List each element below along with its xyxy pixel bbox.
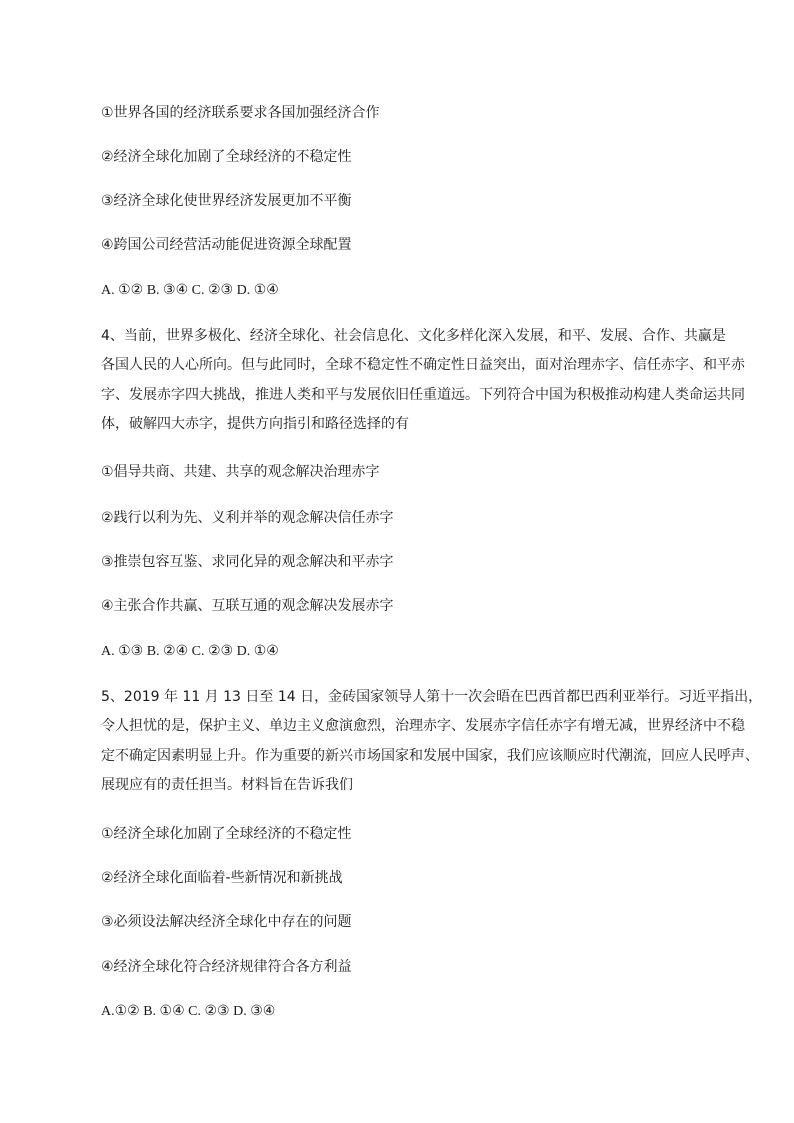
q3-option-2: ②经济全球化加剧了全球经济的不稳定性 xyxy=(101,149,352,165)
q4-option-4: ④主张合作共赢、互联互通的观念解决发展赤字 xyxy=(101,598,394,614)
q5-stem-line: 令人担忧的是，保护主义、单边主义愈演愈烈，治理赤字、发展赤字信任赤字有增无减，世界经济中不稳 xyxy=(101,718,745,735)
q4-option-2: ②践行以利为先、义利并举的观念解决信任赤字 xyxy=(101,510,394,526)
q5-answer-choices: A.①② B. ①④ C. ②③ D. ③④ xyxy=(101,1004,276,1019)
q4-answer-choices: A. ①③ B. ②④ C. ②③ D. ①④ xyxy=(101,644,279,659)
q4-stem-line: 体，破解四大赤字，提供方向指引和路径选择的有 xyxy=(101,415,409,432)
q3-option-4: ④跨国公司经营活动能促进资源全球配置 xyxy=(101,237,352,253)
q4-option-1: ①倡导共商、共建、共享的观念解决治理赤字 xyxy=(101,464,380,480)
q5-option-2: ②经济全球化面临着-些新情况和新挑战 xyxy=(101,870,343,886)
q3-option-1: ①世界各国的经济联系要求各国加强经济合作 xyxy=(101,105,380,121)
q5-option-3: ③必须设法解决经济全球化中存在的问题 xyxy=(101,914,352,930)
q5-stem-line: 定不确定因素明显上升。作为重要的新兴市场国家和发展中国家，我们应该顺应时代潮流，回应人民呼声、 xyxy=(101,747,759,764)
q5-option-1: ①经济全球化加剧了全球经济的不稳定性 xyxy=(101,826,352,842)
q4-stem-line: 4、当前，世界多极化、经济全球化、社会信息化、文化多样化深入发展，和平、发展、合作、共赢是 xyxy=(101,328,726,344)
q4-stem-line: 字、发展赤字四大挑战，推进人类和平与发展依旧任重道远。下列符合中国为积极推动构建人类命运共同 xyxy=(101,386,745,403)
q3-answer-choices: A. ①② B. ③④ C. ②③ D. ①④ xyxy=(101,283,279,298)
q5-stem-line: 展现应有的责任担当。材料旨在告诉我们 xyxy=(101,776,353,793)
q4-stem-line: 各国人民的人心所向。但与此同时，全球不稳定性不确定性日益突出，面对治理赤字、信任赤字、和平赤 xyxy=(101,357,745,374)
q3-option-3: ③经济全球化使世界经济发展更加不平衡 xyxy=(101,193,352,209)
q5-option-4: ④经济全球化符合经济规律符合各方利益 xyxy=(101,959,352,975)
q5-stem-line: 5、2019 年 11 月 13 日至 14 日，金砖国家领导人第十一次会晤在巴西首都巴西利亚举行。习近平指出， xyxy=(101,689,763,705)
q4-stem xyxy=(101,322,745,439)
q5-stem xyxy=(101,683,763,800)
q4-option-3: ③推崇包容互鉴、求同化异的观念解决和平赤字 xyxy=(101,554,394,570)
